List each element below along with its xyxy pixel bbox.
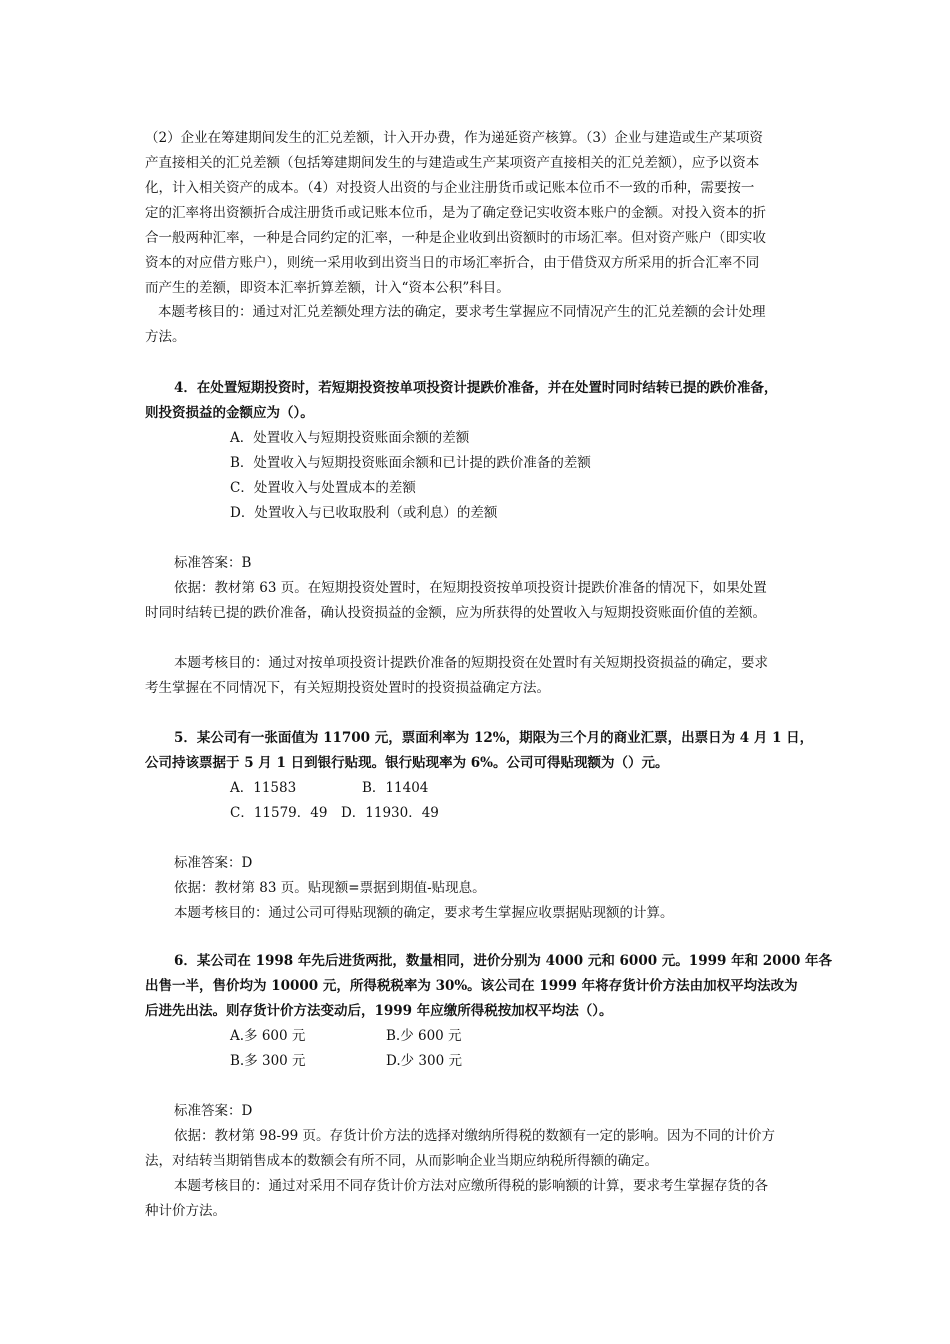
- intro-purpose-line: 本题考核目的：通过对汇兑差额处理方法的确定，要求考生掌握应不同情况产生的汇兑差额的会计处理: [158, 304, 766, 320]
- q6-purpose: 种计价方法。: [145, 1203, 226, 1219]
- q6-stem: 出售一半，售价均为 10000 元，所得税税率为 30%。该公司在 1999 年将存货计价方法由加权平均法改为: [145, 978, 798, 994]
- q6-purpose: 本题考核目的：通过对采用不同存货计价方法对应缴所得税的影响额的计算，要求考生掌握存货的各: [174, 1178, 768, 1194]
- q6-answer: 标准答案：D: [174, 1103, 253, 1119]
- intro-line: （2）企业在筹建期间发生的汇兑差额，计入开办费，作为递延资产核算。（3）企业与建造或生产某项资: [145, 130, 763, 146]
- q5-option-cd: C．11579．49 D．11930．49: [230, 805, 439, 821]
- q5-option-a: A．11583: [230, 780, 297, 796]
- q5-purpose: 本题考核目的：通过公司可得贴现额的确定，要求考生掌握应收票据贴现额的计算。: [174, 905, 674, 921]
- q4-basis: 依据：教材第 63 页。在短期投资处置时，在短期投资按单项投资计提跌价准备的情况下，如果处置: [174, 580, 767, 596]
- intro-line: 资本的对应借方账户），则统一采用收到出资当日的市场汇率折合，由于借贷双方所采用的折合汇率不同: [145, 255, 760, 271]
- q6-stem: 6．某公司在 1998 年先后进货两批，数量相同，进价分别为 4000 元和 6000 元。1999 年和 2000 年各: [174, 953, 833, 969]
- q5-option-b: B．11404: [362, 780, 429, 796]
- q4-option-a: A．处置收入与短期投资账面余额的差额: [230, 430, 470, 446]
- q6-basis: 法，对结转当期销售成本的数额会有所不同，从而影响企业当期应纳税所得额的确定。: [145, 1153, 658, 1169]
- q6-option-b: B.少 600 元: [386, 1028, 462, 1044]
- q4-basis: 时同时结转已提的跌价准备，确认投资损益的金额，应为所获得的处置收入与短期投资账面价值的差额。: [145, 605, 766, 621]
- q4-option-b: B．处置收入与短期投资账面余额和已计提的跌价准备的差额: [230, 455, 591, 471]
- q4-option-d: D．处置收入与已收取股利（或利息）的差额: [230, 505, 498, 521]
- intro-line: 而产生的差额，即资本汇率折算差额，计入“资本公积”科目。: [145, 280, 510, 296]
- q4-stem: 4．在处置短期投资时，若短期投资按单项投资计提跌价准备，并在处置时同时结转已提的跌价准备，: [174, 380, 778, 396]
- q5-answer: 标准答案：D: [174, 855, 253, 871]
- intro-line: 合一般两种汇率，一种是合同约定的汇率，一种是企业收到出资额时的市场汇率。但对资产账户（即实收: [145, 230, 766, 246]
- q6-option-a: A.多 600 元: [230, 1028, 306, 1044]
- q4-answer: 标准答案：B: [174, 555, 252, 571]
- intro-purpose-line: 方法。: [145, 329, 186, 345]
- intro-line: 定的汇率将出资额折合成注册货币或记账本位币，是为了确定登记实收资本账户的金额。对投入资本的折: [145, 205, 766, 221]
- q4-stem: 则投资损益的金额应为（）。: [145, 405, 314, 421]
- q4-purpose: 考生掌握在不同情况下，有关短期投资处置时的投资损益确定方法。: [145, 680, 550, 696]
- q6-option-c: B.多 300 元: [230, 1053, 306, 1069]
- q6-option-d: D.少 300 元: [386, 1053, 462, 1069]
- q4-purpose: 本题考核目的：通过对按单项投资计提跌价准备的短期投资在处置时有关短期投资损益的确定，要求: [174, 655, 768, 671]
- intro-line: 化，计入相关资产的成本。（4）对投资人出资的与企业注册货币或记账本位币不一致的币种，需要按一: [145, 180, 755, 196]
- q5-basis: 依据：教材第 83 页。贴现额=票据到期值-贴现息。: [174, 880, 486, 896]
- q5-stem: 公司持该票据于 5 月 1 日到银行贴现。银行贴现率为 6%。公司可得贴现额为（）元。: [145, 755, 669, 771]
- intro-line: 产直接相关的汇兑差额（包括筹建期间发生的与建造或生产某项资产直接相关的汇兑差额），应予以资本: [145, 155, 760, 171]
- q6-basis: 依据：教材第 98-99 页。存货计价方法的选择对缴纳所得税的数额有一定的影响。因为不同的计价方: [174, 1128, 775, 1144]
- q4-option-c: C．处置收入与处置成本的差额: [230, 480, 416, 496]
- q5-stem: 5．某公司有一张面值为 11700 元，票面利率为 12%，期限为三个月的商业汇票，出票日为 4 月 1 日，: [174, 730, 814, 746]
- q6-stem: 后进先出法。则存货计价方法变动后，1999 年应缴所得税按加权平均法（）。: [145, 1003, 613, 1019]
